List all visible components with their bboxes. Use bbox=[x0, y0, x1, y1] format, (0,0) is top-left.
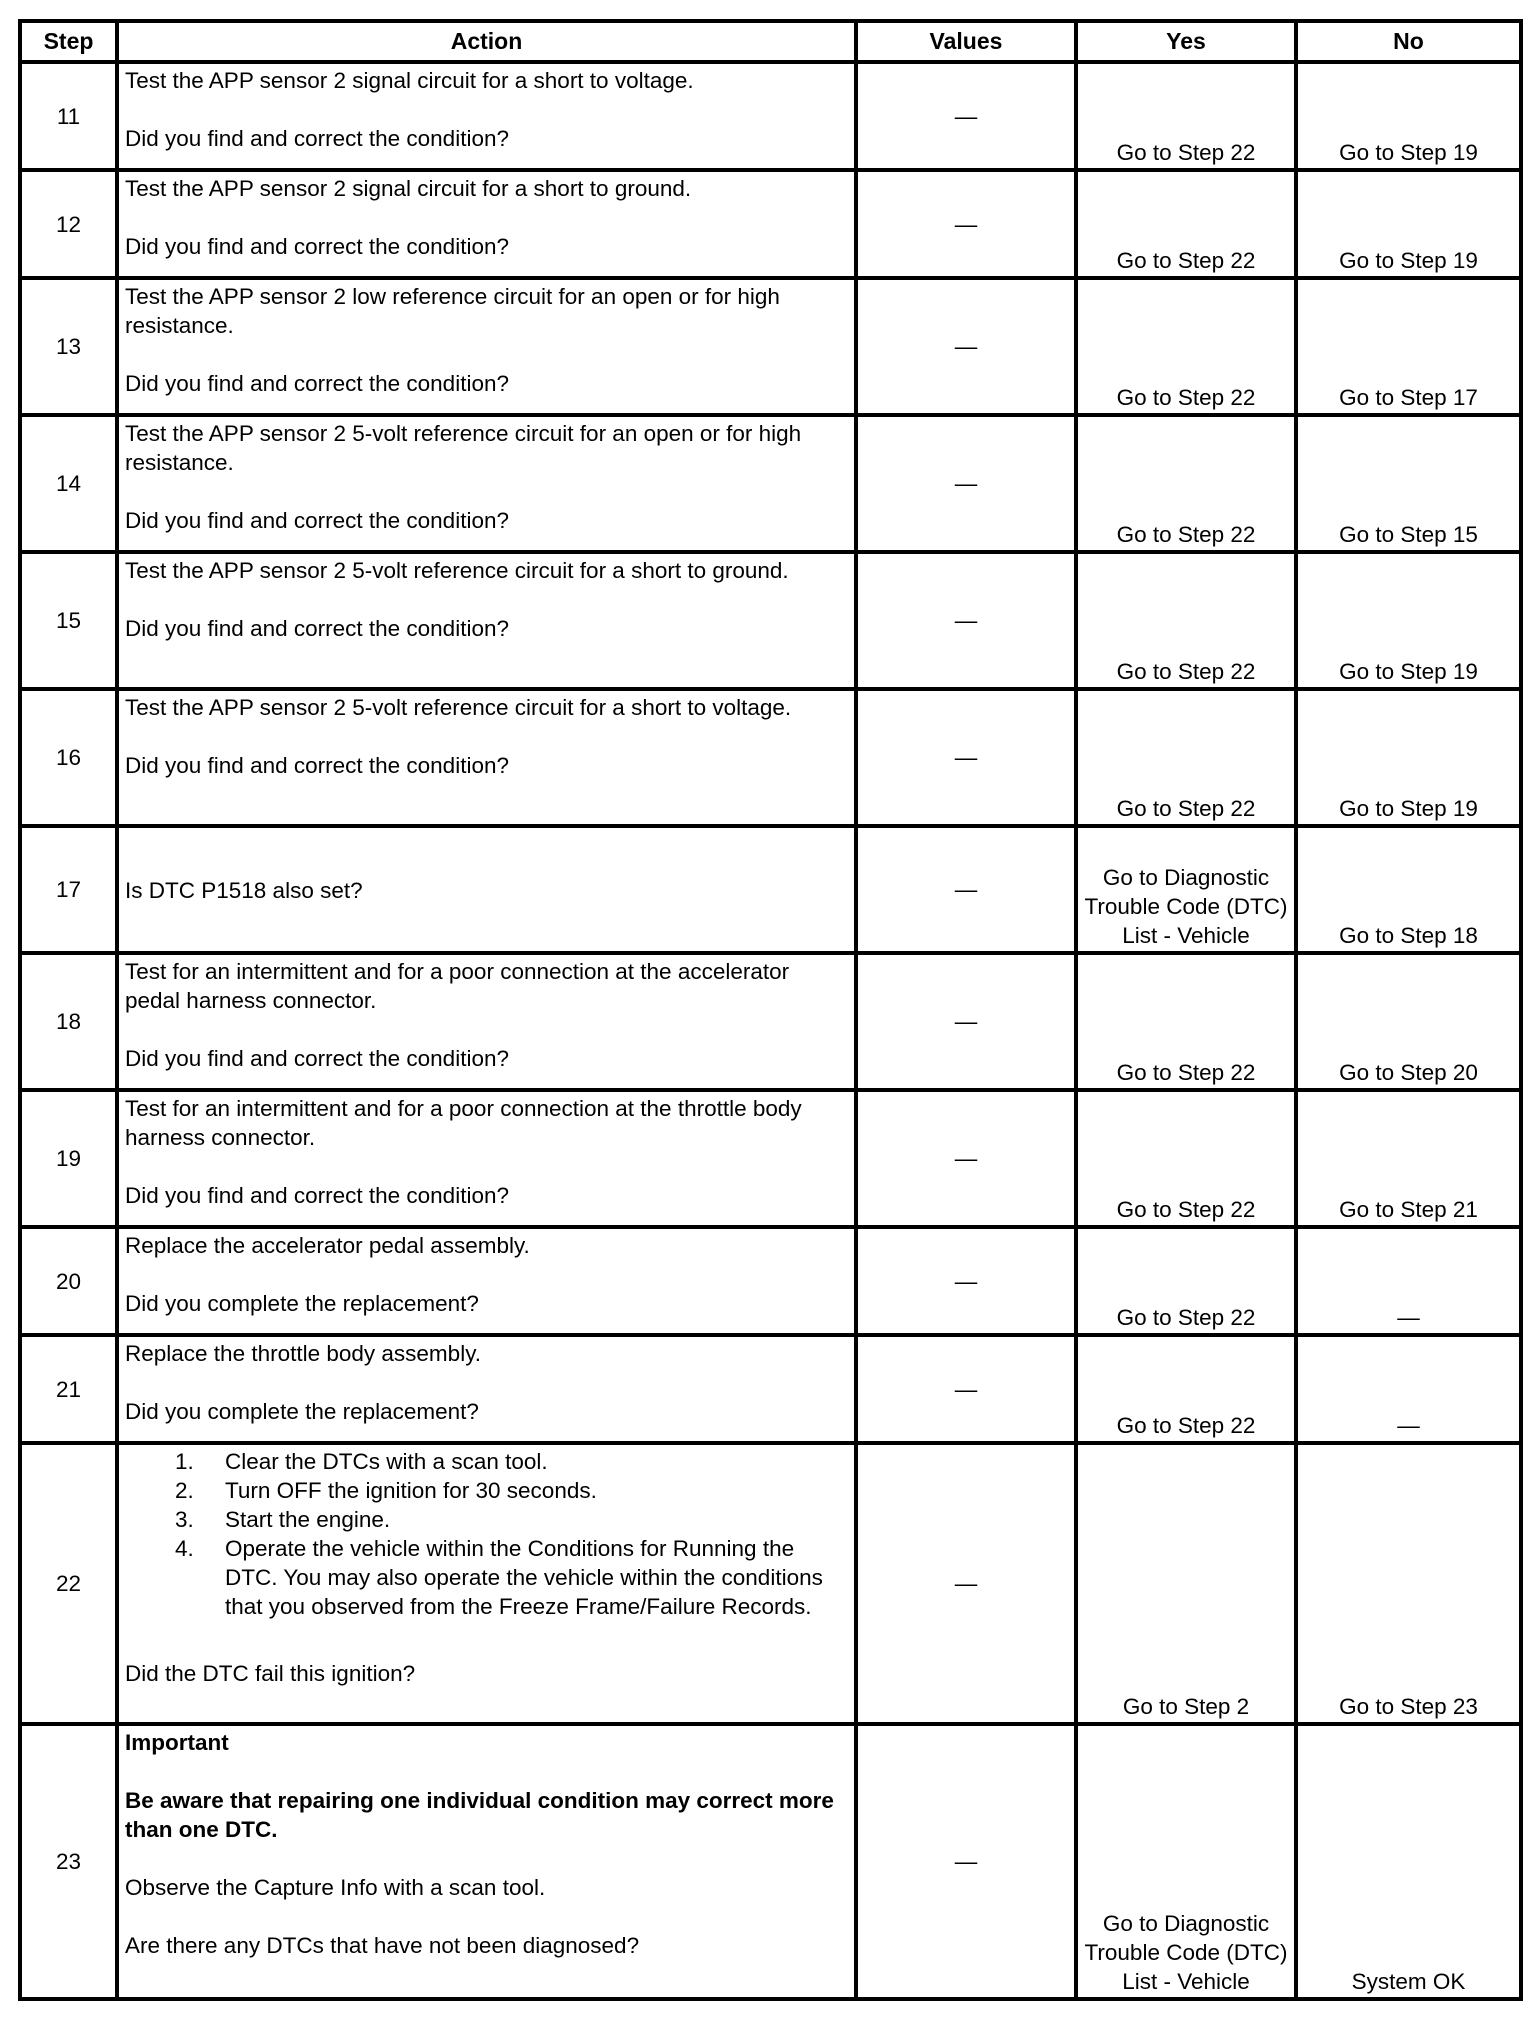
table-row-step-14 bbox=[20, 415, 1521, 552]
yes-link[interactable]: Go to Step 22 bbox=[1076, 953, 1296, 1090]
action-cell bbox=[117, 415, 856, 552]
header-values: Values bbox=[856, 21, 1076, 62]
action-text: Test the APP sensor 2 signal circuit for a short to ground. bbox=[125, 176, 692, 201]
no-link[interactable]: Go to Step 21 bbox=[1296, 1090, 1521, 1227]
step-number: 22 bbox=[20, 1443, 117, 1724]
action-text: Replace the accelerator pedal assembly. bbox=[125, 1233, 530, 1258]
action-cell bbox=[117, 278, 856, 415]
no-value: — bbox=[1296, 1335, 1521, 1443]
step-number: 14 bbox=[20, 415, 117, 552]
step-number: 17 bbox=[20, 826, 117, 953]
table-row-step-22 bbox=[20, 1443, 1521, 1724]
header-yes: Yes bbox=[1076, 21, 1296, 62]
step-number: 12 bbox=[20, 170, 117, 278]
values-cell: — bbox=[856, 826, 1076, 953]
action-question: Did you find and correct the condition? bbox=[125, 371, 509, 396]
list-item: 1. Clear the DTCs with a scan tool. bbox=[175, 1449, 548, 1474]
action-cell bbox=[117, 552, 856, 689]
action-cell bbox=[117, 953, 856, 1090]
action-text: Test for an intermittent and for a poor connection at the throttle body harness connector. bbox=[125, 1096, 802, 1150]
step-number: 13 bbox=[20, 278, 117, 415]
values-cell: — bbox=[856, 689, 1076, 826]
values-cell: — bbox=[856, 1227, 1076, 1335]
action-cell bbox=[117, 1227, 856, 1335]
values-cell: — bbox=[856, 1443, 1076, 1724]
action-text: Observe the Capture Info with a scan tool. bbox=[125, 1875, 546, 1900]
action-text: Replace the throttle body assembly. bbox=[125, 1341, 482, 1366]
action-question: Are there any DTCs that have not been diagnosed? bbox=[125, 1933, 640, 1958]
step-number: 21 bbox=[20, 1335, 117, 1443]
values-cell: — bbox=[856, 415, 1076, 552]
values-cell: — bbox=[856, 552, 1076, 689]
table-row-step-19 bbox=[20, 1090, 1521, 1227]
no-link[interactable]: Go to Step 19 bbox=[1296, 689, 1521, 826]
yes-link[interactable]: Go to Step 22 bbox=[1076, 170, 1296, 278]
values-cell: — bbox=[856, 953, 1076, 1090]
table-row-step-15 bbox=[20, 552, 1521, 689]
yes-link[interactable]: Go to Step 2 bbox=[1076, 1443, 1296, 1724]
values-cell: — bbox=[856, 170, 1076, 278]
action-question: Did you find and correct the condition? bbox=[125, 616, 509, 641]
yes-link[interactable]: Go to Step 22 bbox=[1076, 415, 1296, 552]
action-cell bbox=[117, 826, 856, 953]
important-note: Be aware that repairing one individual condition may correct more than one DTC. bbox=[125, 1788, 834, 1842]
important-title: Important bbox=[125, 1730, 229, 1755]
procedure-list bbox=[125, 1447, 850, 1621]
yes-link[interactable]: Go to Diagnostic Trouble Code (DTC) List - Vehicle bbox=[1076, 826, 1296, 953]
no-link[interactable]: Go to Step 17 bbox=[1296, 278, 1521, 415]
action-question: Did you complete the replacement? bbox=[125, 1399, 479, 1424]
step-number: 15 bbox=[20, 552, 117, 689]
table-row-step-11 bbox=[20, 62, 1521, 170]
table-row-step-13 bbox=[20, 278, 1521, 415]
step-number: 18 bbox=[20, 953, 117, 1090]
header-action: Action bbox=[117, 21, 856, 62]
step-number: 19 bbox=[20, 1090, 117, 1227]
values-cell: — bbox=[856, 278, 1076, 415]
action-text: Test the APP sensor 2 5-volt reference circuit for a short to voltage. bbox=[125, 695, 792, 720]
table-row-step-12 bbox=[20, 170, 1521, 278]
table-row-step-17 bbox=[20, 826, 1521, 953]
table-row-step-16 bbox=[20, 689, 1521, 826]
table-row-step-21 bbox=[20, 1335, 1521, 1443]
no-link[interactable]: Go to Step 20 bbox=[1296, 953, 1521, 1090]
values-cell: — bbox=[856, 62, 1076, 170]
action-question: Did you find and correct the condition? bbox=[125, 508, 509, 533]
action-text: Test the APP sensor 2 signal circuit for a short to voltage. bbox=[125, 68, 694, 93]
no-value: — bbox=[1296, 1227, 1521, 1335]
action-cell bbox=[117, 1090, 856, 1227]
step-number: 23 bbox=[20, 1724, 117, 1999]
action-text: Test the APP sensor 2 5-volt reference circuit for a short to ground. bbox=[125, 558, 789, 583]
action-question: Did you find and correct the condition? bbox=[125, 1183, 509, 1208]
action-cell bbox=[117, 1335, 856, 1443]
no-link[interactable]: Go to Step 19 bbox=[1296, 552, 1521, 689]
action-question: Did you complete the replacement? bbox=[125, 1291, 479, 1316]
diagnostic-table-page bbox=[18, 19, 1519, 2001]
diagnostic-steps-table bbox=[18, 19, 1523, 2001]
action-cell bbox=[117, 62, 856, 170]
action-question: Did you find and correct the condition? bbox=[125, 753, 509, 778]
no-link[interactable]: System OK bbox=[1296, 1724, 1521, 1999]
action-question: Did you find and correct the condition? bbox=[125, 1046, 509, 1071]
yes-link[interactable]: Go to Step 22 bbox=[1076, 1227, 1296, 1335]
table-header-row bbox=[20, 21, 1521, 62]
table-row-step-18 bbox=[20, 953, 1521, 1090]
no-link[interactable]: Go to Step 15 bbox=[1296, 415, 1521, 552]
no-link[interactable]: Go to Step 19 bbox=[1296, 170, 1521, 278]
yes-link[interactable]: Go to Step 22 bbox=[1076, 552, 1296, 689]
step-number: 20 bbox=[20, 1227, 117, 1335]
step-number: 11 bbox=[20, 62, 117, 170]
list-item: 4. Operate the vehicle within the Conditions for Running the DTC. You may also operate the vehicle within the conditions that you observed from the Freeze Frame/Failure Records. bbox=[175, 1536, 823, 1619]
yes-link[interactable]: Go to Diagnostic Trouble Code (DTC) List - Vehicle bbox=[1076, 1724, 1296, 1999]
no-link[interactable]: Go to Step 18 bbox=[1296, 826, 1521, 953]
no-link[interactable]: Go to Step 19 bbox=[1296, 62, 1521, 170]
action-cell bbox=[117, 1724, 856, 1999]
action-text: Is DTC P1518 also set? bbox=[125, 878, 363, 903]
values-cell: — bbox=[856, 1090, 1076, 1227]
header-step: Step bbox=[20, 21, 117, 62]
list-item: 3. Start the engine. bbox=[175, 1507, 391, 1532]
step-number: 16 bbox=[20, 689, 117, 826]
no-link[interactable]: Go to Step 23 bbox=[1296, 1443, 1521, 1724]
table-row-step-23 bbox=[20, 1724, 1521, 1999]
action-cell bbox=[117, 689, 856, 826]
yes-link[interactable]: Go to Step 22 bbox=[1076, 689, 1296, 826]
values-cell: — bbox=[856, 1335, 1076, 1443]
action-text: Test the APP sensor 2 5-volt reference circuit for an open or for high resistance. bbox=[125, 421, 802, 475]
yes-link[interactable]: Go to Step 22 bbox=[1076, 278, 1296, 415]
action-question: Did the DTC fail this ignition? bbox=[125, 1661, 416, 1686]
action-question: Did you find and correct the condition? bbox=[125, 126, 509, 151]
yes-link[interactable]: Go to Step 22 bbox=[1076, 1090, 1296, 1227]
action-cell bbox=[117, 1443, 856, 1724]
yes-link[interactable]: Go to Step 22 bbox=[1076, 1335, 1296, 1443]
list-item: 2. Turn OFF the ignition for 30 seconds. bbox=[175, 1478, 597, 1503]
action-text: Test for an intermittent and for a poor connection at the accelerator pedal harness connector. bbox=[125, 959, 790, 1013]
action-cell bbox=[117, 170, 856, 278]
action-text: Test the APP sensor 2 low reference circuit for an open or for high resistance. bbox=[125, 284, 780, 338]
action-question: Did you find and correct the condition? bbox=[125, 234, 509, 259]
header-no: No bbox=[1296, 21, 1521, 62]
values-cell: — bbox=[856, 1724, 1076, 1999]
yes-link[interactable]: Go to Step 22 bbox=[1076, 62, 1296, 170]
table-row-step-20 bbox=[20, 1227, 1521, 1335]
